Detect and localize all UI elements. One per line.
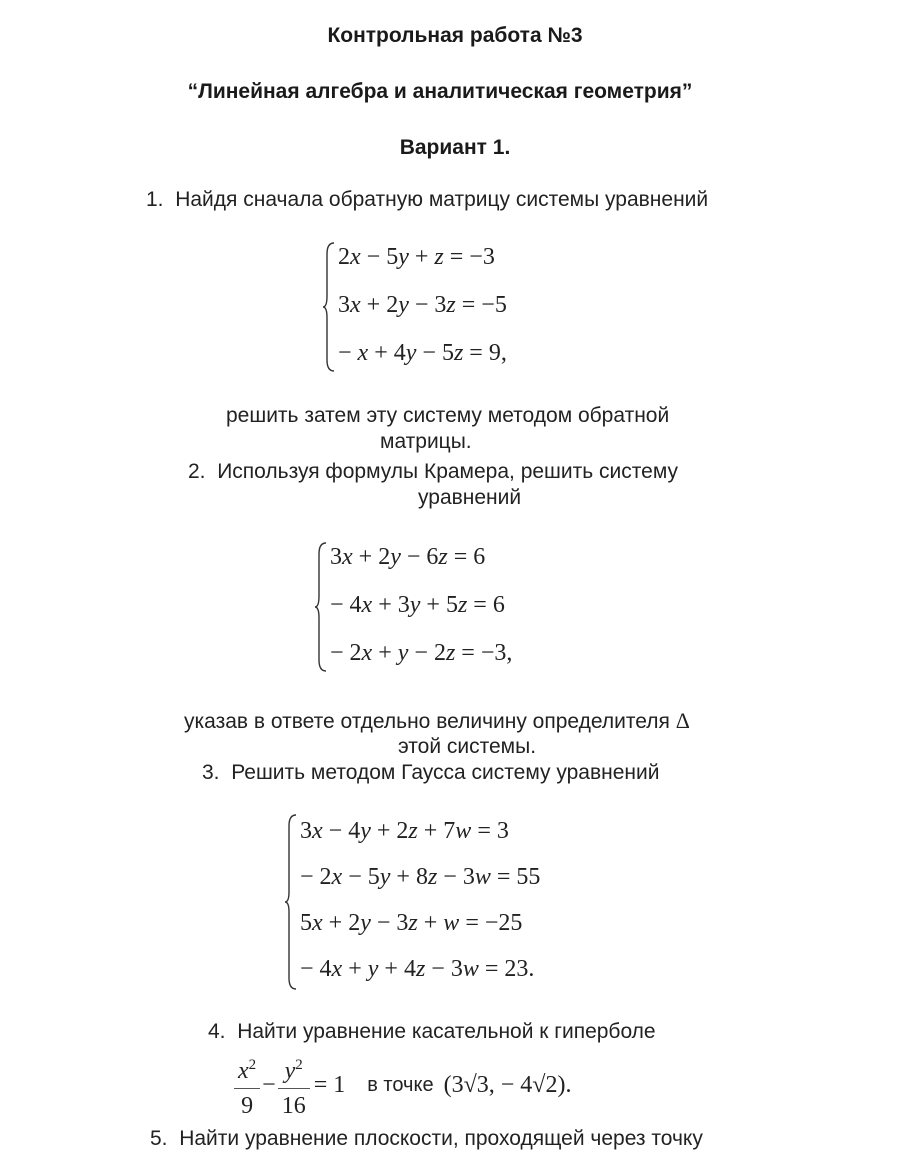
equation-row: 5x + 2y − 3z + w = −25 (300, 910, 523, 936)
task-2-number: 2. (188, 460, 206, 483)
equation-row: 2x − 5y + z = −3 (338, 244, 495, 270)
equation-row: − 2x − 5y + 8z − 3w = 55 (300, 864, 541, 890)
task-3-equation-system (284, 812, 594, 997)
hyperbola-equation (232, 1048, 571, 1123)
task-2-text-line2: уравнений (418, 486, 522, 509)
task-1-equation-system (322, 240, 562, 375)
task-2-continuation-2: этой системы. (398, 735, 537, 758)
task-5-text: Найти уравнение плоскости, проходящей через точку (179, 1127, 703, 1150)
variant-heading: Вариант 1. (399, 136, 511, 159)
task-2-continuation-text: указав в ответе отдельно величину определителя (184, 710, 670, 733)
task-3-number: 3. (202, 761, 220, 784)
equation-row: − x + 4y − 5z = 9, (338, 340, 507, 366)
task-3-heading (202, 761, 659, 785)
task-2-continuation (184, 708, 690, 734)
delta-symbol: Δ (675, 708, 690, 733)
task-2-text: Используя формулы Крамера, решить систему (217, 460, 678, 483)
task-2-equation-system (314, 540, 564, 675)
task-2-heading (188, 460, 678, 484)
minus-sign: − (262, 1072, 276, 1098)
left-brace-icon (284, 812, 298, 992)
fraction-x-squared-over-9 (234, 1048, 260, 1123)
task-1-continuation: решить затем эту систему методом обратной (226, 404, 670, 427)
task-1-text: Найдя сначала обратную матрицу системы уравнений (175, 188, 709, 211)
task-4-heading (208, 1020, 656, 1044)
task-1-heading (146, 188, 708, 212)
task-4-text: Найти уравнение касательной к гиперболе (237, 1020, 656, 1043)
equation-row: − 2x + y − 2z = −3, (330, 640, 513, 666)
task-3-text: Решить методом Гаусса систему уравнений (231, 761, 660, 784)
task-1-number: 1. (146, 188, 164, 211)
tangent-point: (3√3, − 4√2). (443, 1072, 572, 1098)
numerator-var: x (238, 1058, 249, 1084)
exponent: 2 (295, 1057, 303, 1073)
equation-row: 3x + 2y − 6z = 6 (330, 544, 486, 570)
task-5-number: 5. (150, 1127, 168, 1150)
fraction-y-squared-over-16 (278, 1048, 310, 1123)
document-title: Контрольная работа №3 (327, 24, 583, 47)
left-brace-icon (314, 540, 328, 675)
task-4-number: 4. (208, 1020, 226, 1043)
point-label: в точке (367, 1074, 434, 1096)
equation-row: 3x + 2y − 3z = −5 (338, 292, 507, 318)
denominator: 9 (241, 1093, 254, 1119)
document-subtitle: “Линейная алгебра и аналитическая геометрия” (187, 80, 693, 103)
task-5-heading (150, 1127, 703, 1151)
equation-row: − 4x + y + 4z − 3w = 23. (300, 956, 535, 982)
equation-row: − 4x + 3y + 5z = 6 (330, 592, 505, 618)
denominator: 16 (281, 1093, 306, 1119)
equation-row: 3x − 4y + 2z + 7w = 3 (300, 818, 509, 844)
equation-rhs: = 1 (313, 1072, 346, 1098)
exponent: 2 (248, 1057, 257, 1073)
numerator-var: y (284, 1058, 296, 1084)
left-brace-icon (322, 240, 336, 375)
task-1-continuation-2: матрицы. (380, 430, 472, 453)
